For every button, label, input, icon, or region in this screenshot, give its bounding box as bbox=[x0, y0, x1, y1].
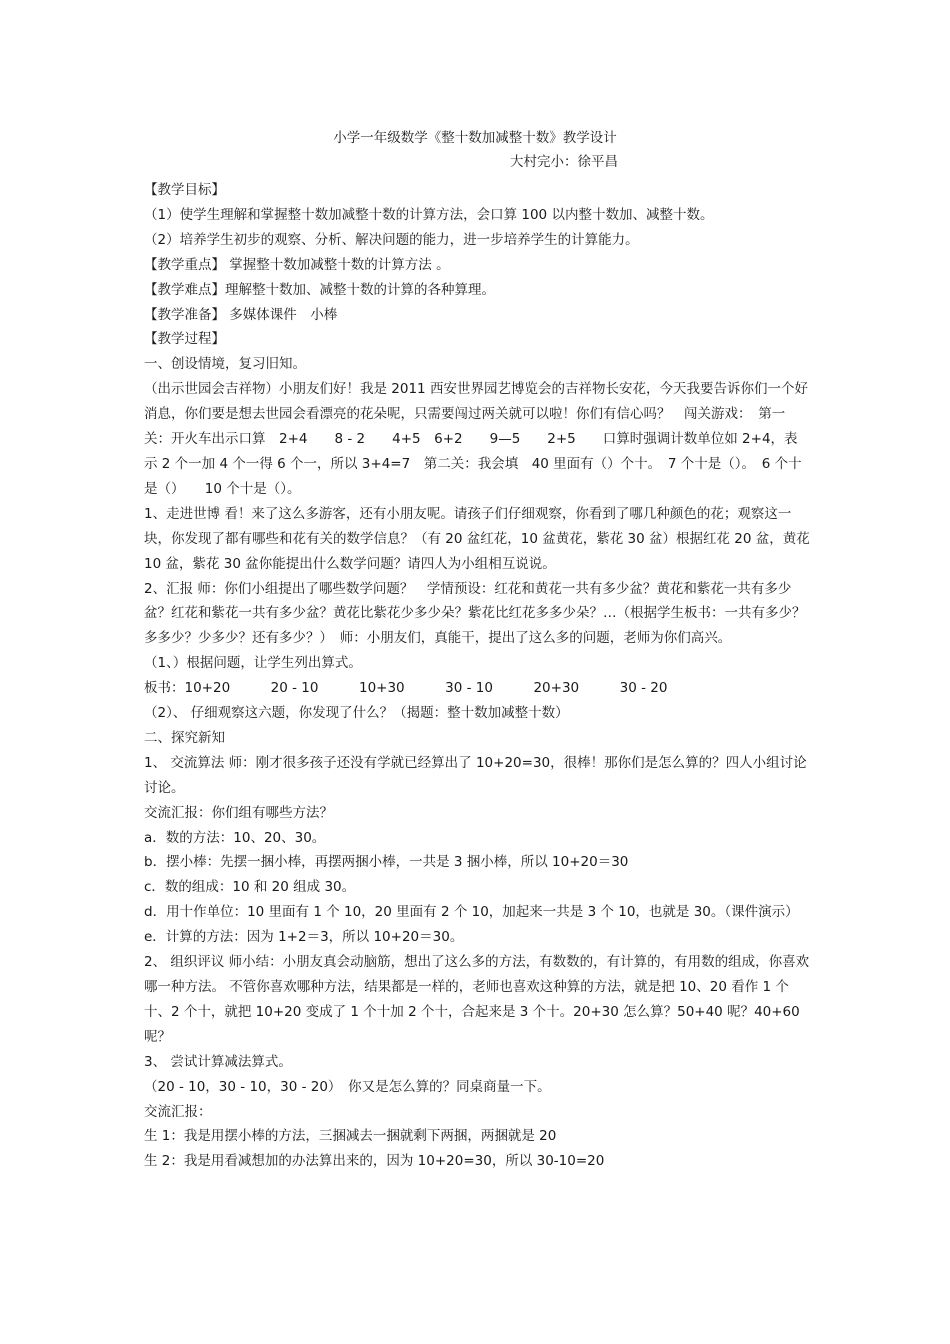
author-line: 大村完小：徐平昌 bbox=[510, 154, 618, 170]
exchange-report-line: 交流汇报：你们组有哪些方法？ bbox=[144, 804, 333, 821]
subtraction-heading: 3、 尝试计算减法算式。 bbox=[144, 1053, 292, 1070]
key-point: 【教学重点】 掌握整十数加减整十数的计算方法 。 bbox=[144, 256, 450, 273]
method-b: b．摆小棒：先摆一捆小棒，再摆两捆小棒，一共是 3 捆小棒，所以 10+20＝30 bbox=[144, 854, 629, 871]
objective-1: （1）使学生理解和掌握整十数加减整十数的计算方法，会口算 100 以内整十数加、减整十数。 bbox=[144, 206, 714, 223]
method-d: d．用十作单位：10 里面有 1 个 10，20 里面有 2 个 10，加起来一共是 3 个 10，也就是 30。（课件演示） bbox=[144, 904, 799, 921]
observe-line: （2）、 仔细观察这六题，你发现了什么？（揭题：整十数加减整十数） bbox=[144, 705, 569, 722]
objective-2: （2）培养学生初步的观察、分析、解决问题的能力，进一步培养学生的计算能力。 bbox=[144, 231, 639, 248]
exchange-report-2: 交流汇报： bbox=[144, 1103, 212, 1120]
list-formulas-line: （1、）根据问题，让学生列出算式。 bbox=[144, 655, 362, 672]
method-a: a．数的方法：10、20、30。 bbox=[144, 829, 326, 846]
student-2-answer: 生 2：我是用看减想加的办法算出来的，因为 10+20=30，所以 30-10=20 bbox=[144, 1153, 605, 1170]
exchange-methods-paragraph: 1、 交流算法 师：刚才很多孩子还没有学就已经算出了 10+20=30，很棒！那你们是怎么算的？四人小组讨论讨论。 bbox=[144, 754, 807, 796]
method-e: e．计算的方法：因为 1+2＝3，所以 10+20＝30。 bbox=[144, 929, 464, 946]
section-heading-objectives: 【教学目标】 bbox=[144, 182, 225, 198]
subtraction-question: （20 - 10，30 - 10，30 - 20） 你又是怎么算的？同桌商量一下。 bbox=[144, 1078, 551, 1095]
difficult-point: 【教学难点】理解整十数加、减整十数的计算的各种算理。 bbox=[144, 281, 495, 298]
step-1-heading: 一、创设情境，复习旧知。 bbox=[144, 356, 306, 373]
board-formulas-line: 板书：10+20 20 - 10 10+30 30 - 10 20+30 30 - 20 bbox=[144, 680, 668, 697]
step-2-heading: 二、探究新知 bbox=[144, 729, 225, 746]
summary-paragraph: 2、 组织评议 师小结：小朋友真会动脑筋，想出了这么多的方法，有数数的，有计算的，有用数的组成，你喜欢哪一种方法。 不管你喜欢哪种方法，结果都是一样的，老师也喜欢这种算的方法，就是把 10、20 看作 1 个十、2 个十，就把 10+20 变成了 1 个十加 2 个十，合起来是 3 个十。20+30 怎么算？50+40 呢？40+60 呢？ bbox=[144, 954, 810, 1045]
expo-paragraph: 1、走进世博 看！来了这么多游客，还有小朋友呢。请孩子们仔细观察，你看到了哪几种颜色的花；观察这一块，你发现了都有哪些和花有关的数学信息？（有 20 盆红花，10 盆黄花，紫花 30 盆）根据红花 20 盆，黄花 10 盆，紫花 30 盆你能提出什么数学问题？请四人为小组相互说说。 bbox=[144, 505, 810, 572]
report-paragraph: 2、汇报 师：你们小组提出了哪些数学问题？ 学情预设：红花和黄花一共有多少盆？黄花和紫花一共有多少盆？红花和紫花一共有多少盆？黄花比紫花少多少朵？紫花比红花多多少朵？…（根据学生板书：一共有多少？多多少？少多少？还有多少？） 师：小朋友们，真能干，提出了这么多的问题，老师为你们高兴。 bbox=[144, 580, 806, 647]
method-c: c．数的组成：10 和 20 组成 30。 bbox=[144, 879, 356, 896]
document-title: 小学一年级数学《整十数加减整十数》教学设计 bbox=[333, 130, 617, 146]
student-1-answer: 生 1：我是用摆小棒的方法，三捆减去一捆就剩下两捆，两捆就是 20 bbox=[144, 1128, 557, 1145]
step-1-paragraph: （出示世园会吉祥物）小朋友们好！我是 2011 西安世界园艺博览会的吉祥物长安花，今天我要告诉你们一个好消息，你们要是想去世园会看漂亮的花朵呢，只需要闯过两关就可以啦！你们有信心吗？ 闯关游戏： 第一关：开火车出示口算 2+4 8 - 2 4+5 6+2 9—5 2+5 口算时强调计数单位如 2+4，表示 2 个一加 4 个一得 6 个一，所以 3+4=7 第二关：我会填 40 里面有（）个十。 7 个十是（）。 6 个十是（） 10 个十是（）。 bbox=[144, 381, 808, 497]
teaching-materials: 【教学准备】 多媒体课件 小棒 bbox=[144, 306, 338, 323]
document-body bbox=[144, 178, 810, 1174]
section-heading-process: 【教学过程】 bbox=[144, 331, 225, 348]
